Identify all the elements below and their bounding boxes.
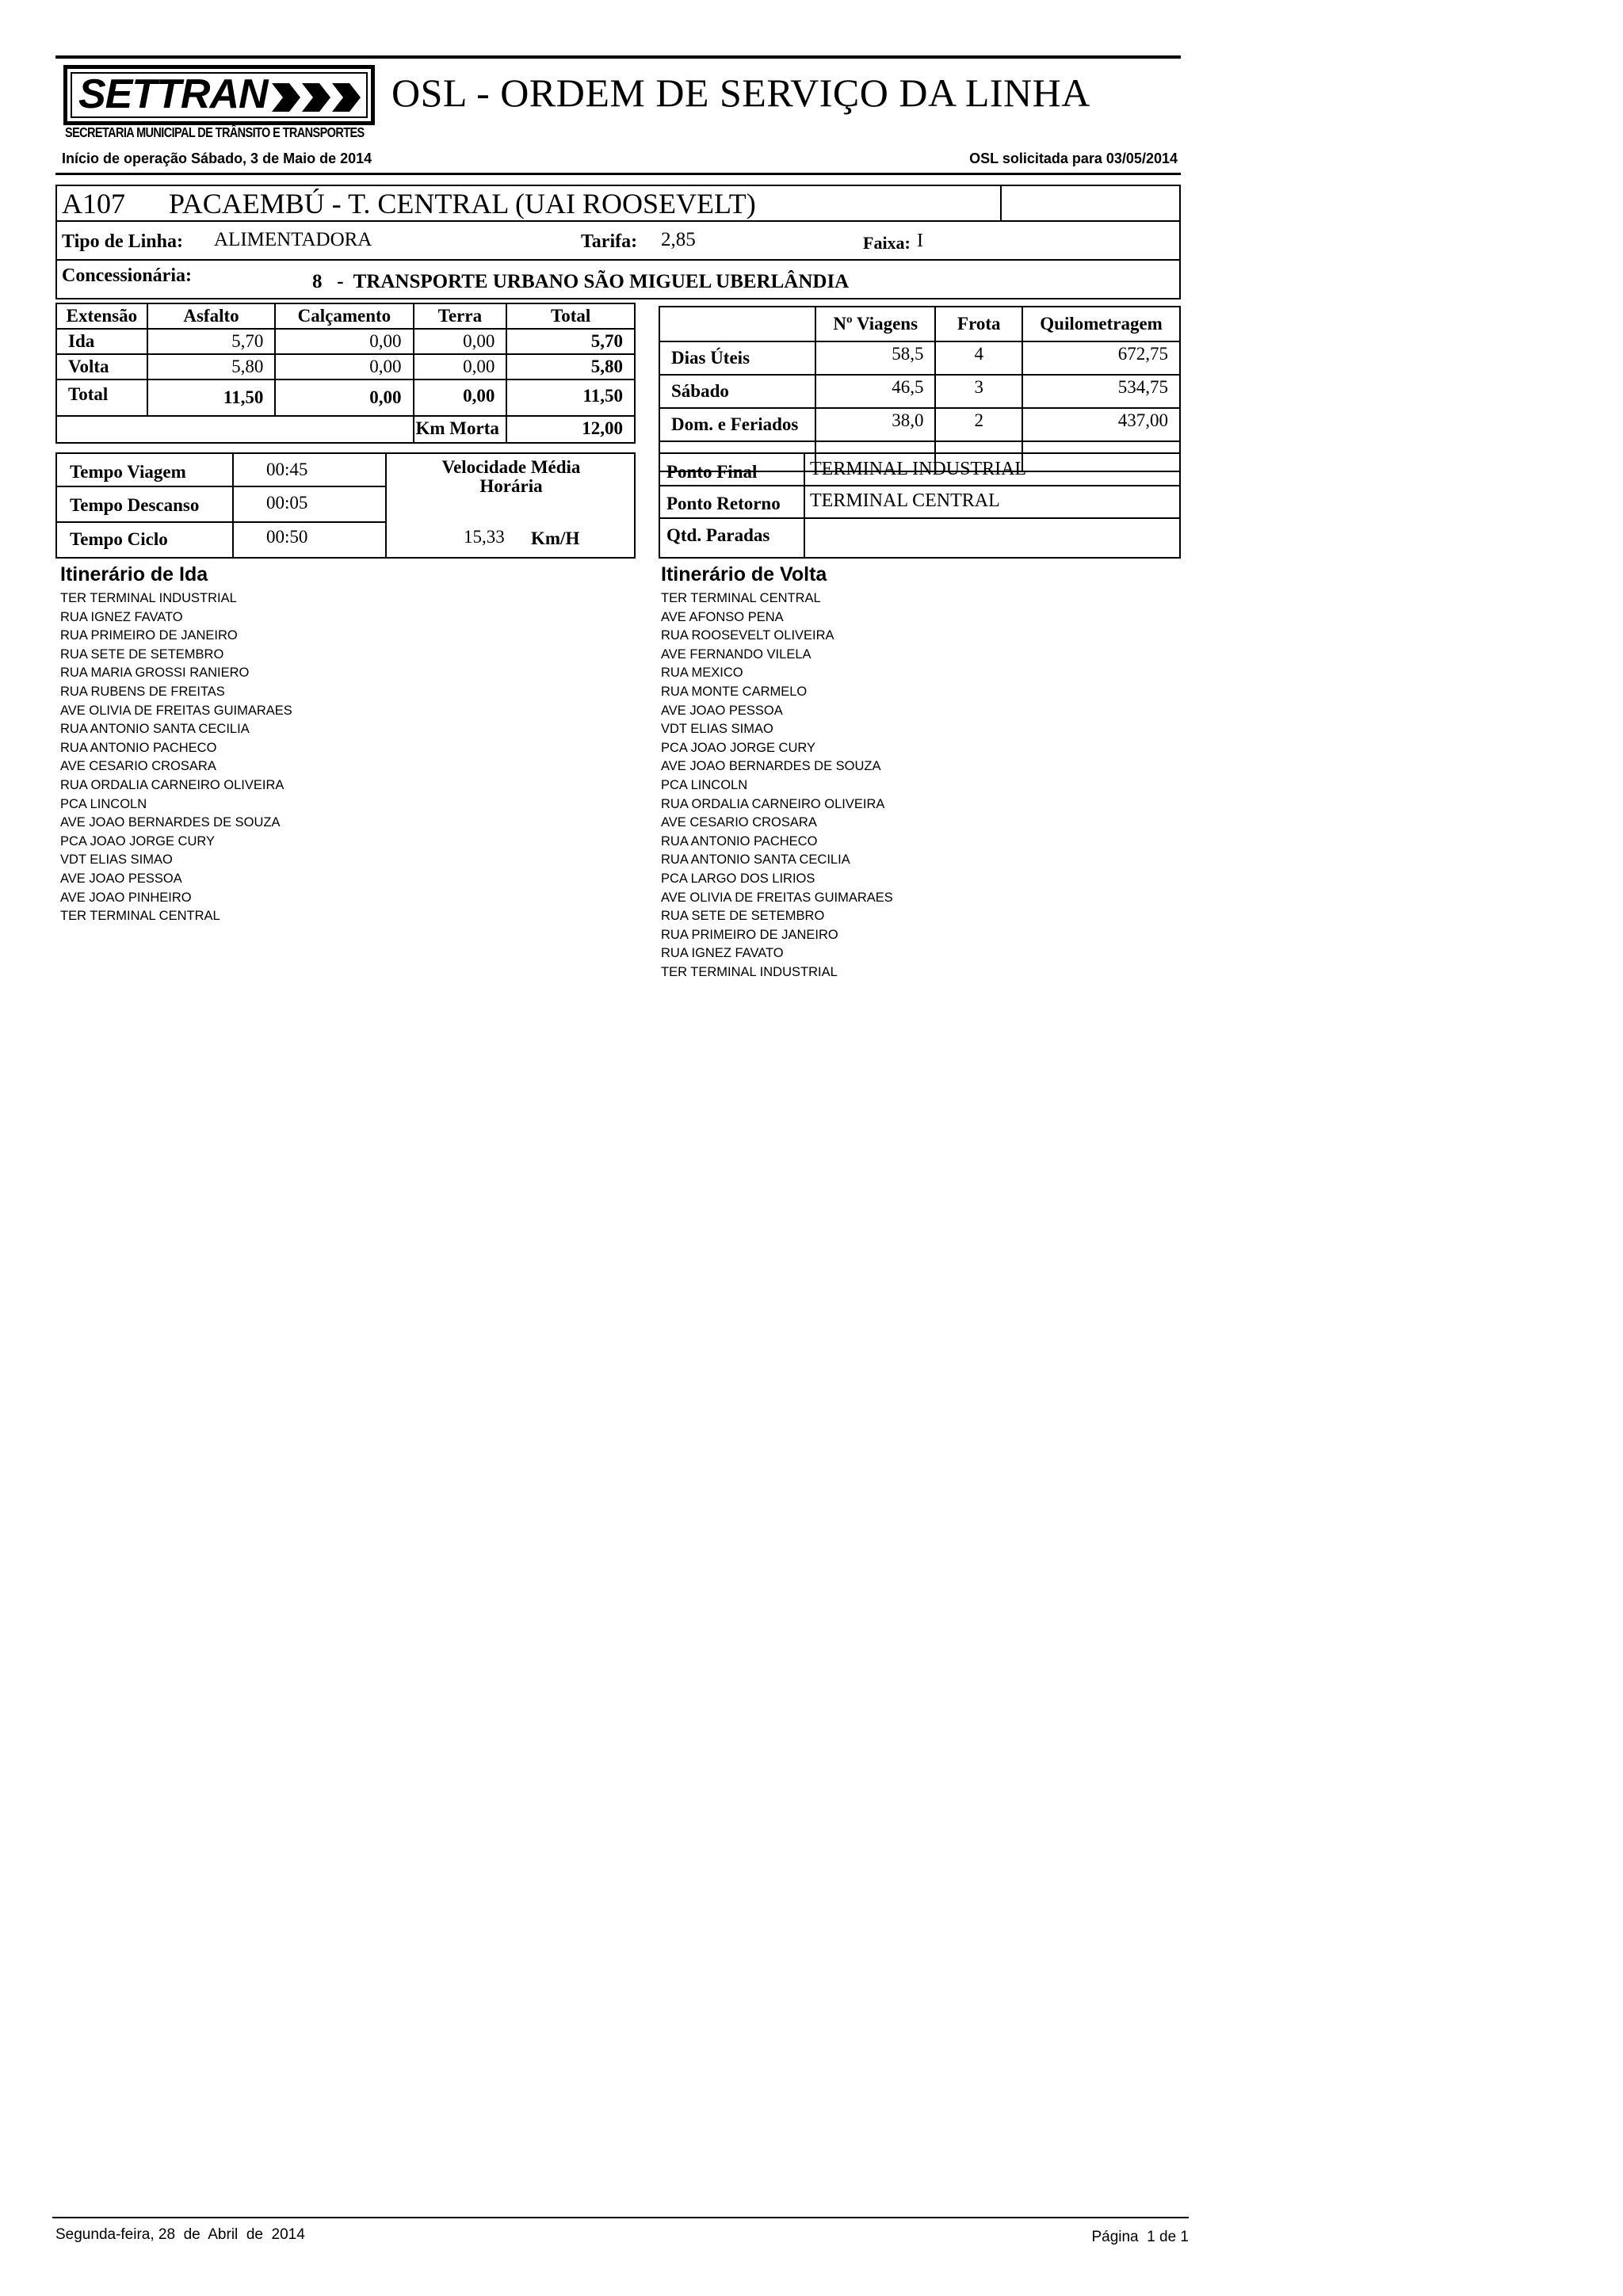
list-item: AVE CESARIO CROSARA <box>661 815 817 830</box>
list-item: RUA MARIA GROSSI RANIERO <box>60 666 250 681</box>
asfalto-header: Asfalto <box>147 303 276 329</box>
tempo-ciclo-label: Tempo Ciclo <box>70 529 168 549</box>
extensao-table <box>55 303 636 444</box>
list-item: RUA ANTONIO SANTA CECILIA <box>60 722 250 737</box>
ponto-final-label: Ponto Final <box>666 462 758 482</box>
list-item: AVE JOAO PESSOA <box>60 871 182 886</box>
list-item: AVE JOAO PINHEIRO <box>60 890 192 905</box>
list-item: RUA MONTE CARMELO <box>661 684 808 699</box>
list-item: AVE FERNANDO VILELA <box>661 646 812 662</box>
list-item: TER TERMINAL INDUSTRIAL <box>60 591 237 605</box>
qtd-paradas-label: Qtd. Paradas <box>666 525 770 545</box>
header-rule <box>55 173 1181 175</box>
list-item: AVE OLIVIA DE FREITAS GUIMARAES <box>661 890 893 905</box>
velocidade-label-2: Horária <box>479 476 543 496</box>
list-item: RUA PRIMEIRO DE JANEIRO <box>661 927 838 942</box>
tempo-viagem-value: 00:45 <box>266 460 308 479</box>
line-name: PACAEMBÚ - T. CENTRAL (UAI ROOSEVELT) <box>169 188 756 219</box>
list-item: AVE OLIVIA DE FREITAS GUIMARAES <box>60 703 292 718</box>
logo-text: SETTRAN <box>78 71 268 117</box>
logo-subtitle: SECRETARIA MUNICIPAL DE TRÂNSITO E TRANSPORTES <box>65 125 365 141</box>
page-title: OSL - ORDEM DE SERVIÇO DA LINHA <box>391 71 1090 115</box>
tempo-ciclo-value: 00:50 <box>266 527 308 547</box>
table-row: Total 11,50 0,00 0,00 11,50 <box>56 379 635 416</box>
list-item: TER TERMINAL INDUSTRIAL <box>661 964 838 979</box>
list-item: RUA ANTONIO SANTA CECILIA <box>661 852 850 868</box>
table-row: Dom. e Feriados 38,0 2 437,00 <box>659 408 1180 441</box>
osl-solicitada: OSL solicitada para 03/05/2014 <box>969 151 1178 166</box>
itinerario-ida-title: Itinerário de Ida <box>60 563 208 585</box>
ponto-retorno-label: Ponto Retorno <box>666 494 781 513</box>
velocidade-value: 15,33 <box>464 527 505 547</box>
faixa-value: I <box>917 231 923 251</box>
list-item: RUA SETE DE SETEMBRO <box>661 909 825 924</box>
settran-logo <box>63 65 375 125</box>
total-header: Total <box>506 303 635 329</box>
list-item: PCA LINCOLN <box>60 796 147 811</box>
list-item: VDT ELIAS SIMAO <box>60 852 173 868</box>
footer-page: Página 1 de 1 <box>1091 2229 1189 2245</box>
viagens-table <box>659 306 1181 472</box>
list-item: AVE CESARIO CROSARA <box>60 759 216 774</box>
inicio-operacao: Início de operação Sábado, 3 de Maio de 2014 <box>62 151 372 166</box>
footer-rule <box>52 2217 1189 2218</box>
tipo-linha-label: Tipo de Linha: <box>62 231 183 252</box>
table-row: Dias Úteis 58,5 4 672,75 <box>659 341 1180 375</box>
terra-header: Terra <box>414 303 507 329</box>
list-item: RUA ROOSEVELT OLIVEIRA <box>661 628 834 643</box>
list-item: RUA ANTONIO PACHECO <box>60 740 217 755</box>
list-item: PCA LARGO DOS LIRIOS <box>661 871 815 886</box>
ponto-retorno-value: TERMINAL CENTRAL <box>810 490 1000 511</box>
viagens-header: Nº Viagens <box>815 307 935 341</box>
calcamento-header: Calçamento <box>275 303 413 329</box>
tempo-descanso-value: 00:05 <box>266 493 308 513</box>
table-row: Ida 5,70 0,00 0,00 5,70 <box>56 329 635 354</box>
top-rule <box>55 55 1181 59</box>
tarifa-label: Tarifa: <box>581 231 638 252</box>
tipo-linha-value: ALIMENTADORA <box>214 229 372 250</box>
list-item: RUA RUBENS DE FREITAS <box>60 684 225 699</box>
km-morta-value: 12,00 <box>506 416 635 443</box>
itinerario-volta-list <box>661 589 893 982</box>
list-item: RUA MEXICO <box>661 666 743 681</box>
list-item: RUA SETE DE SETEMBRO <box>60 646 224 662</box>
quilometragem-header: Quilometragem <box>1022 307 1180 341</box>
list-item: AVE JOAO PESSOA <box>661 703 783 718</box>
list-item: RUA IGNEZ FAVATO <box>60 609 183 624</box>
list-item: RUA ANTONIO PACHECO <box>661 833 818 849</box>
list-item: AVE JOAO BERNARDES DE SOUZA <box>661 759 881 774</box>
frota-header: Frota <box>935 307 1022 341</box>
list-item: PCA JOAO JORGE CURY <box>60 833 215 849</box>
table-row: Volta 5,80 0,00 0,00 5,80 <box>56 354 635 379</box>
list-item: AVE JOAO BERNARDES DE SOUZA <box>60 815 281 830</box>
list-item: AVE AFONSO PENA <box>661 609 784 624</box>
itinerario-ida-list <box>60 589 292 926</box>
ponto-final-value: TERMINAL INDUSTRIAL <box>810 459 1027 479</box>
list-item: RUA IGNEZ FAVATO <box>661 946 784 961</box>
list-item: TER TERMINAL CENTRAL <box>661 591 821 605</box>
itinerario-volta-title: Itinerário de Volta <box>661 563 827 585</box>
list-item: RUA ORDALIA CARNEIRO OLIVEIRA <box>60 777 285 792</box>
table-row: Sábado 46,5 3 534,75 <box>659 375 1180 408</box>
logo-arrows-icon <box>272 80 367 115</box>
velocidade-unit: Km/H <box>531 528 580 548</box>
tarifa-value: 2,85 <box>661 229 696 250</box>
list-item: RUA PRIMEIRO DE JANEIRO <box>60 628 238 643</box>
concessionaria-label: Concessionária: <box>62 265 192 286</box>
list-item: PCA JOAO JORGE CURY <box>661 740 815 755</box>
footer-date: Segunda-feira, 28 de Abril de 2014 <box>55 2226 305 2243</box>
list-item: VDT ELIAS SIMAO <box>661 722 773 737</box>
tempo-viagem-label: Tempo Viagem <box>70 462 186 482</box>
tempo-descanso-label: Tempo Descanso <box>70 495 200 515</box>
list-item: TER TERMINAL CENTRAL <box>60 909 220 924</box>
list-item: PCA LINCOLN <box>661 777 748 792</box>
line-code: A107 <box>62 188 125 219</box>
concessionaria-value: 8 - TRANSPORTE URBANO SÃO MIGUEL UBERLÂNDIA <box>312 271 850 292</box>
extensao-header: Extensão <box>56 303 147 329</box>
velocidade-label-1: Velocidade Média <box>441 457 581 477</box>
faixa-label: Faixa: <box>863 233 911 253</box>
list-item: RUA ORDALIA CARNEIRO OLIVEIRA <box>661 796 885 811</box>
km-morta-label: Km Morta <box>414 416 507 443</box>
